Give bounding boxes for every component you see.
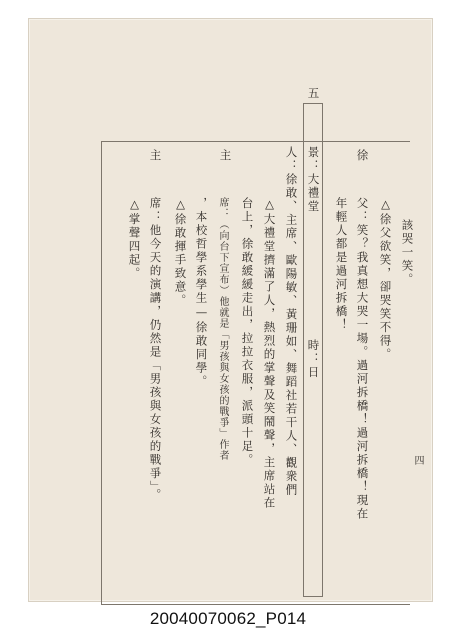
text-column-1: 該哭一笑。	[400, 219, 415, 287]
text-column-5: △大禮堂擠滿了人，熱烈的掌聲及笑鬧聲，主席站在	[262, 197, 277, 510]
speaker-xu: 徐	[355, 149, 370, 163]
text-column-6: 台上，徐敢緩緩走出，拉拉衣服，派頭十足。	[240, 197, 255, 467]
text-column-10: 席：他今天的演講，仍然是「男孩與女孩的戰爭」。	[148, 197, 163, 502]
page-number: 四	[412, 455, 423, 465]
text-column-9: △徐敢揮手致意。	[173, 197, 188, 308]
text-column-3: 父：笑？我真想大哭一場。過河拆橋！過河拆橋！現在	[355, 197, 370, 521]
text-column-2: △徐父欲笑，卻哭笑不得。	[378, 197, 393, 362]
text-column-4: 年輕人都是過河拆橋！	[334, 197, 349, 332]
scene-number: 五	[306, 87, 321, 101]
image-caption: 20040070062_P014	[149, 609, 307, 628]
text-column-11: △掌聲四起。	[127, 197, 142, 281]
scene-characters: 人：徐敢、主席、歐陽敏、黃珊如、舞蹈社若干人、觀衆們	[284, 146, 299, 497]
speaker-chair-2: 主	[148, 149, 163, 163]
scene-time: 時：日	[306, 339, 321, 380]
scene-location: 景：大禮堂	[306, 146, 321, 214]
document-page	[28, 18, 433, 602]
text-column-8: ，本校哲學系學生—徐敢同學。	[194, 197, 209, 389]
speaker-chair-1: 主	[218, 149, 233, 163]
text-column-7: 席：（向台下宣布）他就是「男孩與女孩的戰爭」作者	[217, 197, 228, 461]
